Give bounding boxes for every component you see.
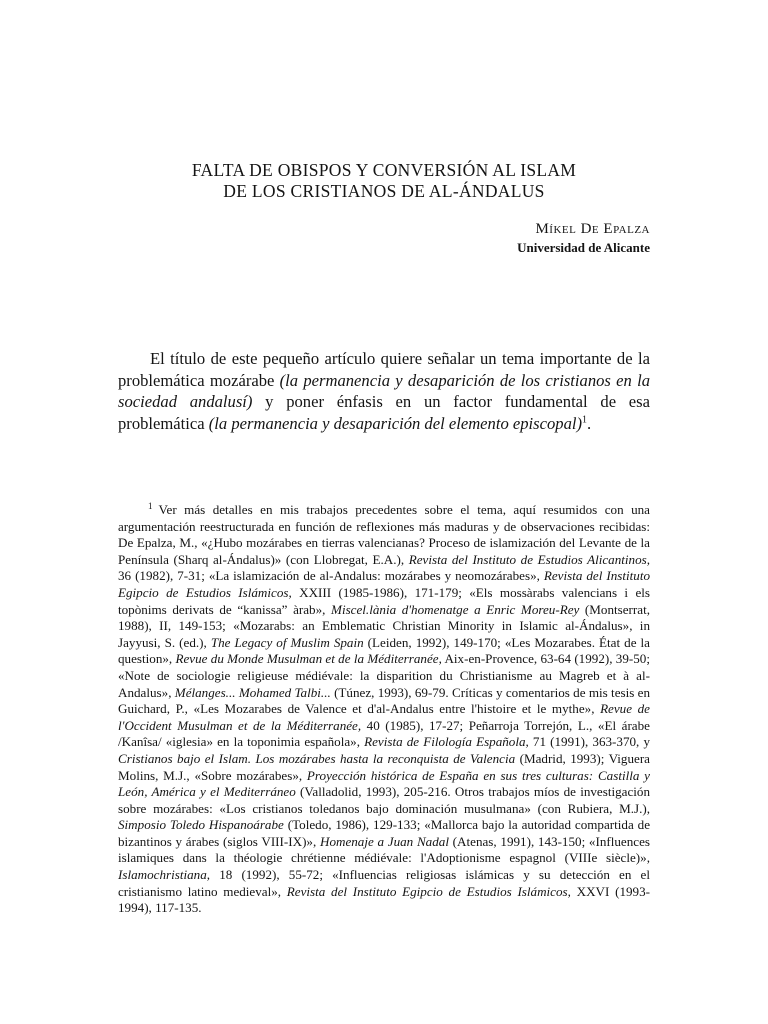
- footnote-run: (Túnez, 1993), 69-79. Críticas y comentarios de mis tesis en Guichard, P., «Les Mozarabes de Valence et d'al-Andalus entre l'histoire et le mythe»,: [118, 684, 651, 717]
- body-text-run: .: [587, 413, 592, 433]
- footnote-italic-run: Revista del Instituto Egipcio de Estudios Islámicos,: [286, 883, 571, 899]
- footnote: [118, 502, 650, 917]
- footnote-italic-run: Mélanges... Mohamed Talbi...: [174, 684, 331, 700]
- body-italic-run: (la permanencia y desaparición del elemento episcopal): [208, 413, 583, 433]
- footnote-run: 40 (1985), 17-27; Peñarroja Torrejón, L., «El árabe /Kanîsa/ «iglesia» en la toponimia española»,: [118, 717, 650, 750]
- footnote-italic-run: Proyección histórica de España en sus tres culturas: Castilla y León, América y el Mediterráneo: [118, 767, 650, 800]
- footnote-italic-run: Revue de l'Occident Musulman et de la Méditerranée,: [118, 701, 650, 733]
- author-name: Míkel De Epalza: [535, 221, 650, 237]
- author-block: [517, 220, 650, 257]
- footnote-italic-run: Cristianos bajo el Islam. Los mozárabes hasta la reconquista de Valencia: [118, 750, 516, 766]
- body-paragraph: [118, 348, 650, 434]
- footnote-run: (Montserrat, 1988), II, 149-153; «Mozarabs: an Emblematic Christian Minority in Islamic al-Ándalus», in Jayyusi, S. (ed.),: [118, 601, 651, 650]
- footnote-run: (Atenas, 1991), 143-150; «Influences islamiques dans la théologie chrétienne médiévale: l'Adoptionisme espagnol (VIIIe siècle)»,: [118, 833, 651, 866]
- footnote-italic-run: Revista del Instituto de Estudios Alicantinos,: [408, 551, 650, 567]
- footnote-run: (Valladolid, 1993), 205-216. Otros trabajos míos de investigación sobre mozárabes: «Los cristianos toledanos bajo dominación musulmana» (con Rubiera, M.J.),: [118, 784, 651, 816]
- body-italic-run: (la permanencia y desaparición de los cristianos en la sociedad andalusí): [118, 370, 650, 412]
- footnote-run: (Leiden, 1992), 149-170; «Les Mozarabes. État de la question»,: [118, 634, 650, 667]
- body-text-run: y poner énfasis en un factor fundamental de esa problemática: [118, 392, 650, 433]
- footnote-run: Aix-en-Provence, 63-64 (1992), 39-50; «Note de sociologie religieuse médiévale: la disparition du Christianisme au Magreb et à al-Andalus»,: [118, 651, 650, 700]
- title-line-1: FALTA DE OBISPOS Y CONVERSIÓN AL ISLAM: [191, 160, 577, 180]
- footnote-italic-run: Islamochristiana,: [118, 867, 211, 883]
- footnote-italic-run: Revista del Instituto Egipcio de Estudios Islámicos,: [118, 568, 651, 600]
- footnote-run: 36 (1982), 7-31; «La islamización de al-Andalus: mozárabes y neomozárabes»,: [118, 568, 544, 584]
- footnote-italic-run: Revue du Monde Musulman et de la Méditerranée,: [175, 651, 442, 667]
- footnote-italic-run: Simposio Toledo Hispanoárabe: [118, 817, 284, 833]
- article-title: [100, 160, 668, 202]
- footnote-italic-run: Revista de Filología Española,: [364, 734, 529, 750]
- footnote-run: (Madrid, 1993); Viguera Molins, M.J., «Sobre mozárabes»,: [118, 750, 650, 783]
- body-text-run: El título de este pequeño artículo quiere señalar un tema importante de la problemática mozárabe: [118, 349, 650, 390]
- footnote-mark: 1: [148, 500, 153, 511]
- footnote-run: XXIII (1985-1986), 171-179; «Els mossàrabs valencians i els topònims derivats de “kanissa” àrab»,: [118, 584, 650, 617]
- footnote-italic-run: Homenaje a Juan Nadal: [319, 833, 449, 849]
- footnote-run: 18 (1992), 55-72; «Influencias religiosas islámicas y su detección en el cristianismo latino medieval»,: [118, 867, 650, 899]
- footnote-run: (Toledo, 1986), 129-133; «Mallorca bajo la autoridad compartida de bizantinos y árabes (siglos VIII-IX)»,: [118, 817, 651, 849]
- footnote-run: 71 (1991), 363-370, y: [528, 734, 650, 750]
- footnote-paragraph: [118, 502, 650, 917]
- body-text: [118, 348, 650, 434]
- footnote-italic-run: Miscel.lània d'homenatge a Enric Moreu-Rey: [331, 601, 580, 617]
- footnote-reference[interactable]: 1: [582, 414, 588, 426]
- footnote-italic-run: The Legacy of Muslim Spain: [210, 634, 364, 650]
- footnote-run: Ver más detalles en mis trabajos precedentes sobre el tema, aquí resumidos con una argumentación reestructurada en función de reflexiones más maduras y de observaciones recibidas: De Epalza, M., «¿Hubo mozárabes en tierras valencianas? Proceso de islamización del Levante de la Península (Sharq al-Ándalus)» (con Llobregat, E.A.),: [118, 502, 650, 567]
- title-line-2: DE LOS CRISTIANOS DE AL-ÁNDALUS: [223, 181, 545, 201]
- author-affiliation: Universidad de Alicante: [517, 240, 650, 255]
- footnote-run: XXVI (1993-1994), 117-135.: [118, 883, 650, 916]
